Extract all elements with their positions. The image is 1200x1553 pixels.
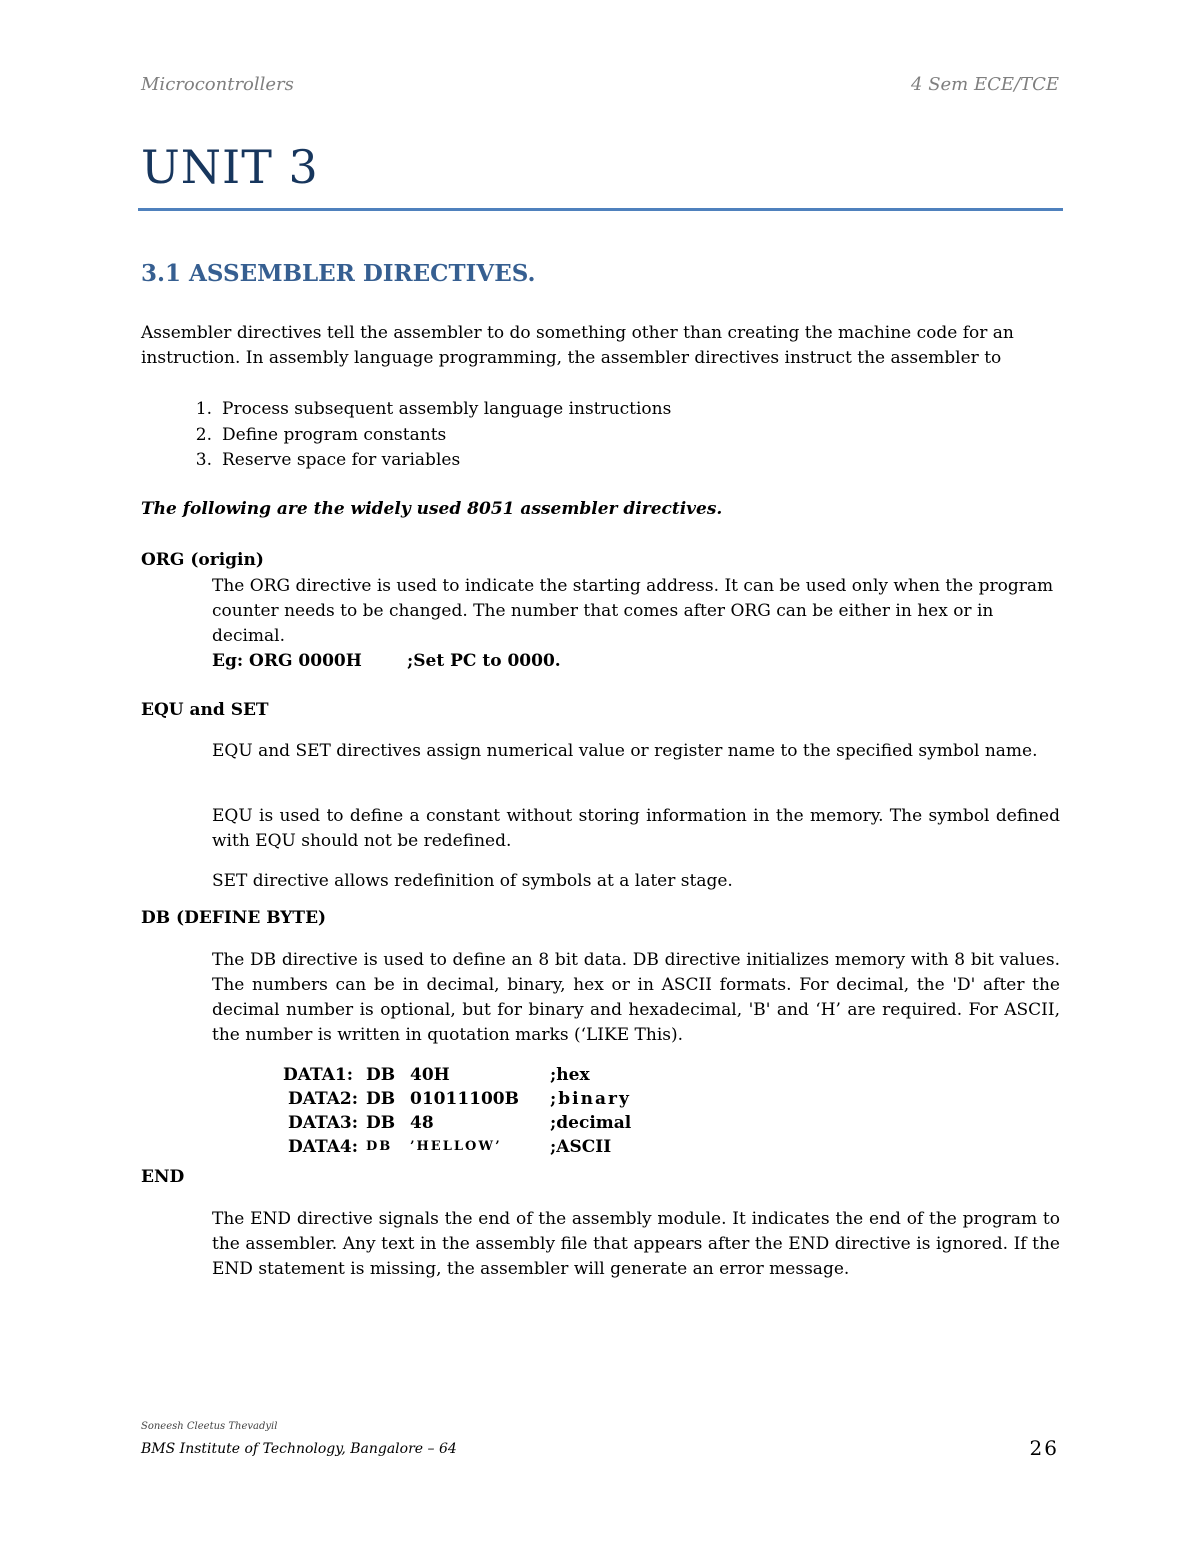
db-example-row [283,1087,631,1111]
page-number: 26 [1029,1436,1059,1460]
list-number: 2. [195,424,212,445]
org-heading: ORG (origin) [141,550,264,570]
db-value: 48 [410,1113,434,1133]
list-text: Define program constants [222,424,447,445]
equ-paragraph-2: EQU is used to define a constant without storing information in the memory. The symbol defined with EQU should not be redefined. [212,806,1060,851]
equ-heading: EQU and SET [141,700,269,720]
end-heading: END [141,1167,185,1187]
equ-paragraph-1: EQU and SET directives assign numerical value or register name to the specified symbol name. [212,741,1038,761]
list-text: Reserve space for variables [222,450,461,470]
footer-institution: BMS Institute of Technology, Bangalore – 64 [141,1441,457,1457]
footer-author: Soneesh Cleetus Thevadyil [141,1421,278,1432]
db-value: 01011100B [410,1089,519,1109]
db-comment: ;hex [550,1065,590,1085]
list-item [141,448,1021,474]
unit-title: UNIT 3 [141,140,319,194]
db-op: DB [366,1113,396,1133]
db-label: DATA1: [283,1065,354,1085]
org-example-code: Eg: ORG 0000H [212,651,362,671]
intro-paragraph: Assembler directives tell the assembler to do something other than creating the machine code for an instruction. In assembly language programming, the assembler directives instruct the assembler to [141,323,1014,368]
db-example-row [283,1111,631,1135]
set-paragraph: SET directive allows redefinition of symbols at a later stage. [212,871,733,891]
db-example-row [283,1135,631,1159]
db-comment: ;binary [550,1089,631,1109]
title-underline [138,208,1063,211]
list-item [141,397,1021,423]
org-description: The ORG directive is used to indicate the starting address. It can be used only when the program counter needs to be changed. The number that comes after ORG can be either in hex or in decimal. [212,576,1054,646]
db-label: DATA3: [288,1113,359,1133]
list-number: 1. [195,399,212,419]
org-example [212,649,1060,674]
db-value: 40H [410,1065,450,1085]
list-item [141,423,1021,449]
db-comment: ;decimal [550,1113,632,1133]
db-label: DATA4: [288,1137,359,1157]
db-comment: ;ASCII [550,1137,612,1157]
db-value: ’HELLOW’ [410,1139,502,1154]
directives-lead: The following are the widely used 8051 assembler directives. [141,499,723,519]
db-description: The DB directive is used to define an 8 bit data. DB directive initializes memory with 8 bit values. The numbers can be in decimal, binary, hex or in ASCII formats. For decimal, the 'D' after the decimal number is optional, but for binary and hexadecimal, 'B' and ‘H’ are required. For ASCII, the number is written in quotation marks (‘LIKE This). [212,950,1060,1045]
db-op: DB [366,1065,396,1085]
purpose-list [141,397,1021,474]
db-op: DB [366,1089,396,1109]
end-description: The END directive signals the end of the assembly module. It indicates the end of the program to the assembler. Any text in the assembly file that appears after the END directive is ignored. If the END statement is missing, the assembler will generate an error message. [212,1209,1060,1279]
db-heading: DB (DEFINE BYTE) [141,908,327,928]
section-heading: 3.1 ASSEMBLER DIRECTIVES. [141,260,536,287]
db-label: DATA2: [288,1089,359,1109]
header-subject: Microcontrollers [141,74,294,95]
db-example-row [283,1063,631,1087]
list-number: 3. [195,450,212,470]
db-op: DB [366,1139,393,1154]
list-text: Process subsequent assembly language instructions [222,399,672,419]
db-examples [283,1063,631,1159]
header-semester: 4 Sem ECE/TCE [911,74,1059,95]
org-example-comment: ;Set PC to 0000. [407,651,561,671]
